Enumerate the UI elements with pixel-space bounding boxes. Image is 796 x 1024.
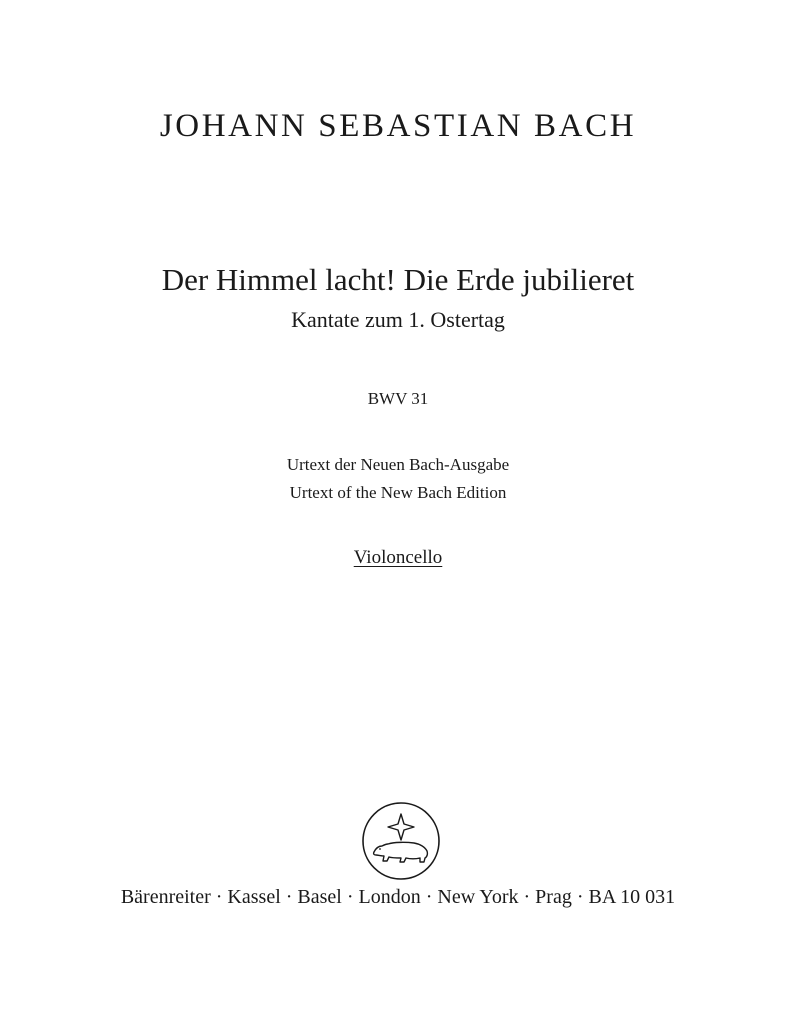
work-subtitle: Kantate zum 1. Ostertag (291, 307, 505, 332)
work-title: Der Himmel lacht! Die Erde jubilieret (161, 262, 635, 297)
publisher-logo-icon (360, 800, 442, 882)
catalog-number: BWV 31 (367, 389, 429, 408)
urtext-note-english: Urtext of the New Bach Edition (289, 483, 507, 502)
instrument-part-label (0, 545, 796, 571)
publisher-line: Bärenreiter · Kassel · Basel · London · New York · Prag · BA 10 031 (120, 886, 676, 908)
composer-name: JOHANN SEBASTIAN BACH (159, 108, 637, 144)
instrument-name: Violoncello (353, 547, 443, 568)
urtext-note-german: Urtext der Neuen Bach-Ausgabe (286, 455, 510, 474)
